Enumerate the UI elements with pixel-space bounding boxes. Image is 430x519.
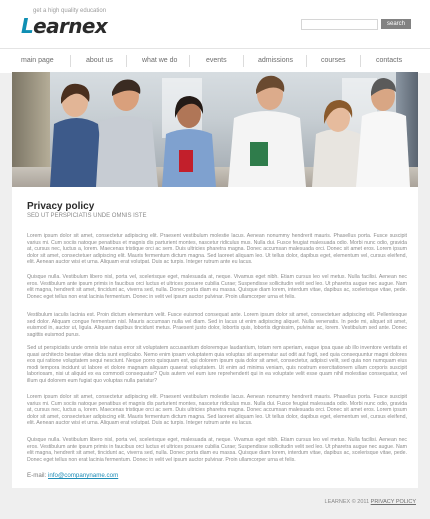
learnex-logo[interactable] — [21, 6, 161, 46]
paragraph: Quisque nulla. Vestibulum libero nisl, porta vel, scelerisque eget, malesuada at, neque. Vivamus eget nibh. Etiam cursus leo vel metus. Nulla facilisi. Aenean nec eros. Vestibulum ante ipsum primis in faucibus orci luctus et ultrices posuere cubilia Curae; Suspendisse sollicitudin velit sed leo. Ut pharetra augue nec augue. Nam elit magna, hendrerit sit amet, tincidunt ac, viverra sed, nulla. Donec porta diam eu massa. Quisque diam lorem, interdum vitae, dapibus ac, scelerisque vitae, pede. Donec eget tellus non erat lacinia fermentum. Donec in velit vel ipsum auctor pulvinar. Proin ullamcorper urna et felis. — [27, 274, 407, 300]
contact-email — [27, 472, 118, 479]
nav-item-courses[interactable]: courses — [321, 57, 346, 64]
nav-item-about-us[interactable]: about us — [86, 57, 113, 64]
email-label: E-mail: — [27, 472, 48, 479]
privacy-policy-link[interactable]: PRIVACY POLICY — [370, 499, 416, 505]
paragraph: Lorem ipsum dolor sit amet, consectetur adipiscing elit. Praesent vestibulum molestie lacus. Aenean nonummy hendrerit mauris. Phasellus porta. Fusce suscipit varius mi. Cum sociis natoque penatibus et magnis dis parturient montes, nascetur ridiculus mus. Nulla dui. Fusce feugiat malesuada odio. Morbi nunc odio, gravida at, cursus nec, luctus a, lorem. Maecenas tristique orci ac sem. Duis ultricies pharetra magna. Donec accumsan malesuada orci. Donec sit amet eros. Lorem ipsum dolor sit amet, consectetuer adipiscing elit. Mauris fermentum dictum magna. Sed laoreet aliquam leo. Ut tellus dolor, dapibus eget, elementum vel, cursus eleifend, elit. Aenean auctor wisi et urna. Aliquam erat volutpat. Duis ac turpis. Integer rutrum ante eu lacus. — [27, 394, 407, 427]
page-title: Privacy policy — [27, 201, 95, 212]
footer — [325, 499, 416, 505]
header — [0, 0, 430, 48]
nav-item-admissions[interactable]: admissions — [258, 57, 294, 64]
paragraph: Lorem ipsum dolor sit amet, consectetur adipiscing elit. Praesent vestibulum molestie lacus. Aenean nonummy hendrerit mauris. Phasellus porta. Fusce suscipit varius mi. Cum sociis natoque penatibus et magnis dis parturient montes, nascetur ridiculus mus. Nulla dui. Fusce feugiat malesuada odio. Morbi nunc odio, gravida at, cursus nec, luctus a, lorem. Maecenas tristique orci ac sem. Duis ultricies pharetra magna. Donec accumsan malesuada orci. Donec sit amet eros. Lorem ipsum dolor sit amet, consectetuer adipiscing elit. Mauris fermentum dictum magna. Sed laoreet aliquam leo. Ut tellus dolor, dapibus eget, elementum vel, cursus eleifend, elit. Aenean auctor wisi et urna. Aliquam erat volutpat. Duis ac turpis. Integer rutrum ante eu lacus. — [27, 233, 407, 266]
nav-divider — [360, 55, 361, 67]
footer-copyright: LEARNEX © 2011 — [324, 499, 371, 505]
nav-item-contacts[interactable]: contacts — [376, 57, 403, 64]
email-link[interactable]: info@companyname.com — [47, 472, 119, 479]
nav-divider — [70, 55, 71, 67]
logo-tagline: get a high quality education — [33, 8, 107, 14]
search-box — [301, 19, 378, 30]
students-banner-image — [12, 72, 418, 187]
students-group-illustration — [12, 72, 418, 187]
page-subtitle: SED UT PERSPICIATIS UNDE OMNIS ISTE — [27, 213, 147, 219]
logo-name-rest: earnex — [33, 14, 108, 38]
nav-divider — [306, 55, 307, 67]
paragraph: Sed ut perspiciatis unde omnis iste natus error sit voluptatem accusantium doloremque laudantium, totam rem aperiam, eaque ipsa quae ab illo inventore veritatis et quasi architecto beatae vitae dicta sunt explicabo. Nemo enim ipsam voluptatem quia voluptas sit aspernatur aut odit aut fugit, sed quia consequuntur magni dolores eos qui ratione voluptatem sequi nesciunt. Neque porro quisquam est, qui dolorem ipsum quia dolor sit amet, consectetur, adipisci velit, sed quia non numquam eius modi tempora incidunt ut labore et dolore magnam aliquam quaerat voluptatem. Ut enim ad minima veniam, quis nostrum exercitationem ullam corporis suscipit laboriosam, nisi ut aliquid ex ea commodi consequatur? Quis autem vel eum iure reprehenderit qui in ea voluptate velit esse quam nihil molestiae consequatur, vel illum qui dolorem eum fugiat quo voluptas nulla pariatur? — [27, 345, 407, 384]
paragraph: Quisque nulla. Vestibulum libero nisl, porta vel, scelerisque eget, malesuada at, neque. Vivamus eget nibh. Etiam cursus leo vel metus. Nulla facilisi. Aenean nec eros. Vestibulum ante ipsum primis in faucibus orci luctus et ultrices posuere cubilia Curae; Suspendisse sollicitudin velit sed leo. Ut pharetra augue nec augue. Nam elit magna, hendrerit sit amet, tincidunt ac, viverra sed, nulla. Donec porta diam eu massa. Quisque diam lorem, interdum vitae, dapibus ac, scelerisque vitae, pede. Donec eget tellus non erat lacinia fermentum. Donec in velit vel ipsum auctor pulvinar. Proin ullamcorper urna et felis. — [27, 437, 407, 463]
nav-item-events[interactable]: events — [206, 57, 227, 64]
main-navigation — [0, 48, 430, 73]
nav-item-what-we-do[interactable]: what we do — [142, 57, 178, 64]
logo-name-accent: L — [21, 14, 34, 38]
search-button[interactable]: search — [381, 19, 411, 29]
content-panel — [12, 187, 418, 488]
search-input[interactable] — [302, 28, 377, 37]
paragraph: Vestibulum iaculis lacinia est. Proin dictum elementum velit. Fusce euismod consequat ante. Lorem ipsum dolor sit amet, consectetuer adipiscing elit. Pellentesque sed dolor. Aliquam congue fermentum nisl. Mauris accumsan nulla vel diam. Sed in lacus ut enim adipiscing aliquet. Nulla venenatis. In pede mi, aliquet sit amet, euismod in, auctor ut, ligula. Aliquam dapibus tincidunt metus. Praesent justo dolor, lobortis quis, lobortis dignissim, pulvinar ac, lorem. Vestibulum sed ante. Donec sagittis euismod purus. — [27, 312, 407, 338]
nav-item-main-page[interactable]: main page — [21, 57, 54, 64]
nav-divider — [243, 55, 244, 67]
nav-divider — [126, 55, 127, 67]
logo-name — [21, 16, 107, 36]
nav-divider — [189, 55, 190, 67]
